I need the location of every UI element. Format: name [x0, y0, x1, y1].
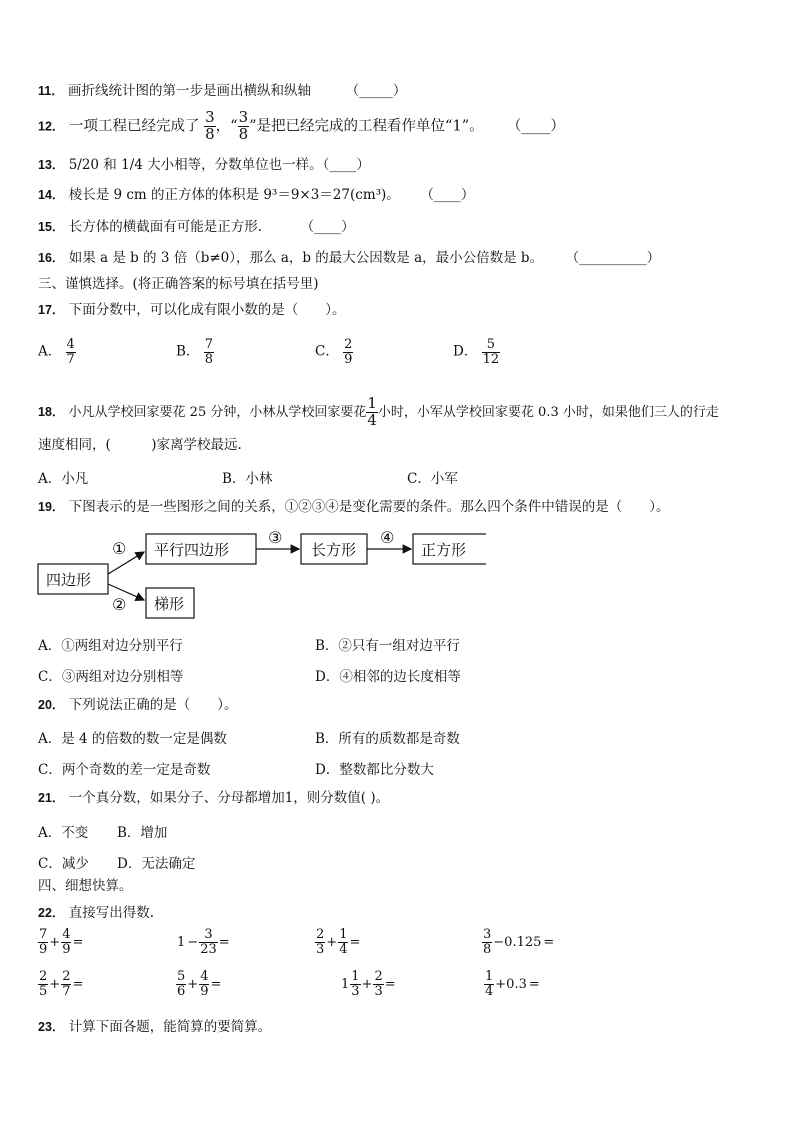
question-number: 17．: [38, 303, 65, 317]
condition-1-label: ①: [112, 539, 127, 558]
question-number: 13．: [38, 158, 65, 172]
question-19: [38, 498, 669, 516]
condition-4-label: ④: [380, 528, 395, 547]
fraction: $\frac{2}{9}$: [344, 337, 353, 367]
option-d[interactable]: D．无法确定: [117, 856, 196, 872]
question-text: 直接写出得数.: [68, 905, 154, 921]
calc-item-2: 1 − $\frac{3}{23}$ =: [177, 927, 230, 957]
fraction: $\frac{7}{8}$: [204, 337, 213, 367]
option-a[interactable]: A．小凡: [38, 471, 89, 487]
calc-item-3: $\frac{2}{3}$ + $\frac{1}{4}$ =: [316, 927, 361, 957]
question-12: 12． 一项工程已经完成了 $\frac{3}{8}$ ，“ $\frac{3}{8}$ ”是把已经完成的工程看作单位“1”。 （____）: [38, 108, 565, 143]
question-text: 下列说法正确的是（ ）。: [68, 697, 238, 713]
question-14: [38, 186, 474, 204]
option-b[interactable]: B．②只有一组对边平行: [315, 638, 460, 654]
box-trapezoid-label: 梯形: [154, 595, 185, 613]
option-d[interactable]: D． $\frac{5}{12}$: [453, 337, 500, 367]
question-number: 15．: [38, 220, 65, 234]
condition-3-label: ③: [268, 528, 283, 547]
question-17: [38, 301, 345, 319]
option-b[interactable]: B．增加: [117, 825, 168, 841]
answer-bracket[interactable]: （____）: [420, 187, 475, 203]
question-text: 长方体的横截面有可能是正方形.: [68, 219, 262, 235]
question-text: 棱长是 9 cm 的正方体的体积是 9³＝9×3＝27(cm³)。: [68, 187, 400, 203]
fraction: $\frac{5}{12}$: [482, 337, 500, 367]
question-11: [38, 82, 406, 100]
question-number: 11．: [38, 84, 64, 98]
calc-item-5: $\frac{2}{5}$ + $\frac{2}{7}$ =: [39, 969, 84, 999]
option-b[interactable]: B．小林: [222, 471, 273, 487]
question-number: 12．: [38, 119, 65, 134]
option-c[interactable]: C．两个奇数的差一定是奇数: [38, 762, 211, 778]
question-text: 小时，小军从学校回家要花 0.3 小时，如果他们三人的行走: [377, 404, 719, 420]
question-text: 5/20 和 1/4 大小相等，分数单位也一样。（____）: [68, 157, 370, 173]
option-c[interactable]: C．小军: [407, 471, 458, 487]
question-text: 小凡从学校回家要花 25 分钟，小林从学校回家要花: [68, 404, 367, 420]
question-number: 21．: [38, 791, 65, 805]
question-number: 19．: [38, 500, 65, 514]
question-number: 23．: [38, 1020, 65, 1034]
option-c[interactable]: C．③两组对边分别相等: [38, 669, 184, 685]
calc-item-7: 1 $\frac{1}{3}$ + $\frac{2}{3}$ =: [341, 969, 396, 999]
fraction: $\frac{4}{7}$: [66, 337, 75, 367]
question-text: 画折线统计图的第一步是画出横纵和纵轴: [68, 83, 312, 99]
calc-item-4: $\frac{3}{8}$ −0.125 =: [483, 927, 555, 957]
question-18-line2: 速度相同，( )家离学校最远.: [38, 437, 242, 453]
option-a[interactable]: A． $\frac{4}{7}$: [38, 337, 75, 367]
question-number: 16．: [38, 251, 65, 265]
question-20: [38, 696, 237, 714]
question-number: 22．: [38, 906, 65, 920]
calc-item-1: $\frac{7}{9}$ + $\frac{4}{9}$ =: [39, 927, 84, 957]
question-15: [38, 218, 355, 236]
box-rectangle-label: 长方形: [311, 541, 357, 559]
condition-2-label: ②: [112, 595, 127, 614]
question-22: [38, 904, 154, 922]
question-23: [38, 1018, 271, 1036]
section-heading-3: 三、谨慎选择。(将正确答案的标号填在括号里): [38, 276, 319, 292]
option-d[interactable]: D．④相邻的边长度相等: [315, 669, 461, 685]
question-text: 一个真分数，如果分子、分母都增加1，则分数值( )。: [68, 790, 390, 806]
question-21: [38, 789, 389, 807]
calc-item-8: $\frac{1}{4}$ +0.3 =: [485, 969, 540, 999]
box-square-label: 正方形: [421, 541, 467, 559]
question-16: [38, 249, 660, 267]
question-13: [38, 156, 370, 174]
fraction: $\frac{3}{8}$: [238, 108, 249, 143]
question-text: 下图表示的是一些图形之间的关系，①②③④是变化需要的条件。那么四个条件中错误的是（ ）。: [68, 499, 670, 515]
answer-bracket[interactable]: （__________）: [565, 250, 661, 266]
fraction: $\frac{3}{8}$: [205, 108, 215, 143]
question-text: 一项工程已经完成了: [69, 118, 200, 135]
section-heading-4: 四、细想快算。: [38, 878, 133, 894]
question-text: 计算下面各题，能简算的要简算。: [68, 1019, 272, 1035]
question-text: 下面分数中，可以化成有限小数的是（ ）。: [68, 302, 346, 318]
answer-bracket[interactable]: （____）: [300, 219, 355, 235]
shape-relation-diagram: [36, 528, 486, 624]
box-parallelogram-label: 平行四边形: [154, 541, 230, 559]
calc-item-6: $\frac{5}{6}$ + $\frac{4}{9}$ =: [177, 969, 222, 999]
box-quadrilateral-label: 四边形: [46, 571, 92, 589]
answer-bracket[interactable]: （____）: [506, 118, 565, 135]
question-number: 14．: [38, 188, 65, 202]
option-c[interactable]: C． $\frac{2}{9}$: [315, 337, 353, 367]
option-c[interactable]: C．减少: [38, 856, 89, 872]
option-a[interactable]: A．是 4 的倍数的数一定是偶数: [38, 731, 227, 747]
question-text: ”是把已经完成的工程看作单位“1”。: [249, 118, 484, 135]
question-number: 18．: [38, 404, 65, 419]
fraction: $\frac{1}{4}$: [367, 394, 377, 429]
option-b[interactable]: B． $\frac{7}{8}$: [176, 337, 213, 367]
question-number: 20．: [38, 698, 65, 712]
answer-bracket[interactable]: （_____）: [345, 83, 407, 99]
option-a[interactable]: A．①两组对边分别平行: [38, 638, 183, 654]
option-b[interactable]: B．所有的质数都是奇数: [315, 731, 460, 747]
option-a[interactable]: A．不变: [38, 825, 89, 841]
option-d[interactable]: D．整数都比分数大: [315, 762, 434, 778]
question-18: [38, 396, 719, 429]
question-text: 如果 a 是 b 的 3 倍（b≠0），那么 a，b 的最大公因数是 a，最小公倍数是 b。: [68, 250, 544, 266]
